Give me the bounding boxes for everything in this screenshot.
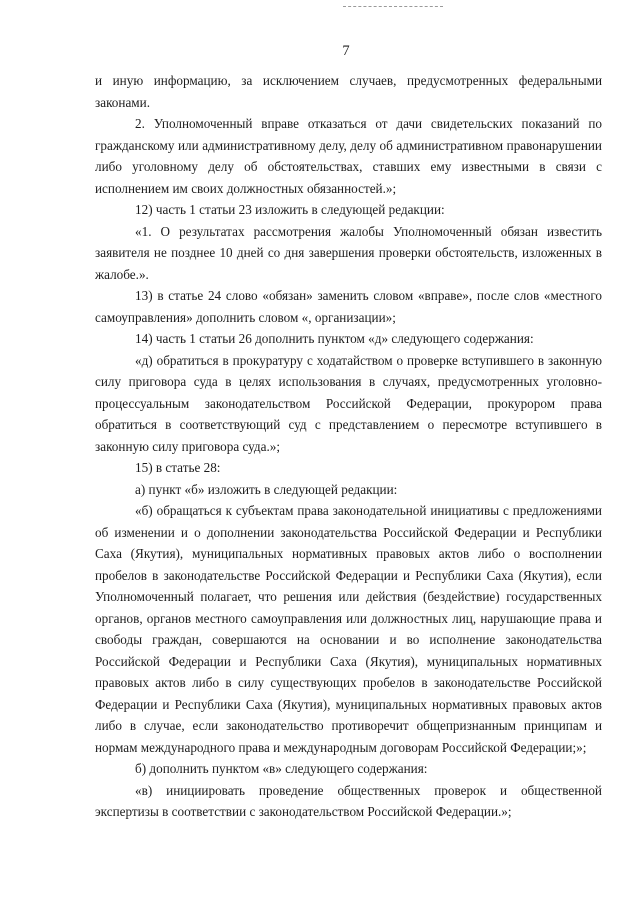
paragraph-7: «д) обратиться в прокуратуру с ходатайством о проверке вступившего в законную силу приговора суда в целях использования в случаях, предусмотренных уголовно-процессуальным законодательством Российской Федерации, прокурором права обратиться в соответствующий суд с представлением о пересмотре вступившего в законную силу приговора суда.»; xyxy=(95,352,602,454)
paragraph-8: 15) в статье 28: xyxy=(135,460,221,475)
paragraph-1: и иную информацию, за исключением случаев, предусмотренных федеральными законами. xyxy=(95,73,602,110)
paragraph-3: 12) часть 1 статьи 23 изложить в следующей редакции: xyxy=(135,202,445,217)
paragraph-2: 2. Уполномоченный вправе отказаться от дачи свидетельских показаний по гражданскому или административному делу, делу об административном правонарушении либо уголовному делу об обстоятельствах, ставших ему известными в связи с исполнением им своих должностных обязанностей.»; xyxy=(95,116,602,196)
paragraph-10: «б) обращаться к субъектам права законодательной инициативы с предложениями об изменении и о дополнении законодательства Российской Федерации и Республики Саха (Якутия), муниципальных нормативных правовых актов либо о восполнении пробелов в законодательстве Российской Федерации и Республики Саха (Якутия), если Уполномоченный полагает, что решения или действия (бездействие) государственных органов, органов местного самоуправления или должностных лиц, нарушающие права и свободы граждан, совершаются на основании и во исполнение законодательства Российской Федерации и Республики Саха (Якутия), муниципальных нормативных правовых актов либо в силу существующих пробелов в законодательстве Российской Федерации и Республики Саха (Якутия), муниципальных нормативных правовых актов либо в случае, если законодательство противоречит общепризнанным принципам и нормам международного права и международным договорам Российской Федерации;»; xyxy=(95,503,602,755)
document-body xyxy=(95,70,602,823)
page-number: 7 xyxy=(342,43,350,59)
paragraph-9: а) пункт «б» изложить в следующей редакции: xyxy=(135,481,398,497)
paragraph-5: 13) в статье 24 слово «обязан» заменить словом «вправе», после слов «местного самоуправления» дополнить словом «, организации»; xyxy=(95,288,602,325)
paragraph-6: 14) часть 1 статьи 26 дополнить пунктом «д» следующего содержания: xyxy=(135,331,534,346)
scan-artifact-line xyxy=(343,6,443,9)
paragraph-11: б) дополнить пунктом «в» следующего содержания: xyxy=(135,761,428,776)
paragraph-4: «1. О результатах рассмотрения жалобы Уполномоченный обязан известить заявителя не позднее 10 дней со дня завершения проверки обстоятельств, изложенных в жалобе.». xyxy=(95,223,602,282)
paragraph-12: «в) инициировать проведение общественных проверок и общественной экспертизы в соответствии с законодательством Российской Федерации.»; xyxy=(95,782,602,819)
